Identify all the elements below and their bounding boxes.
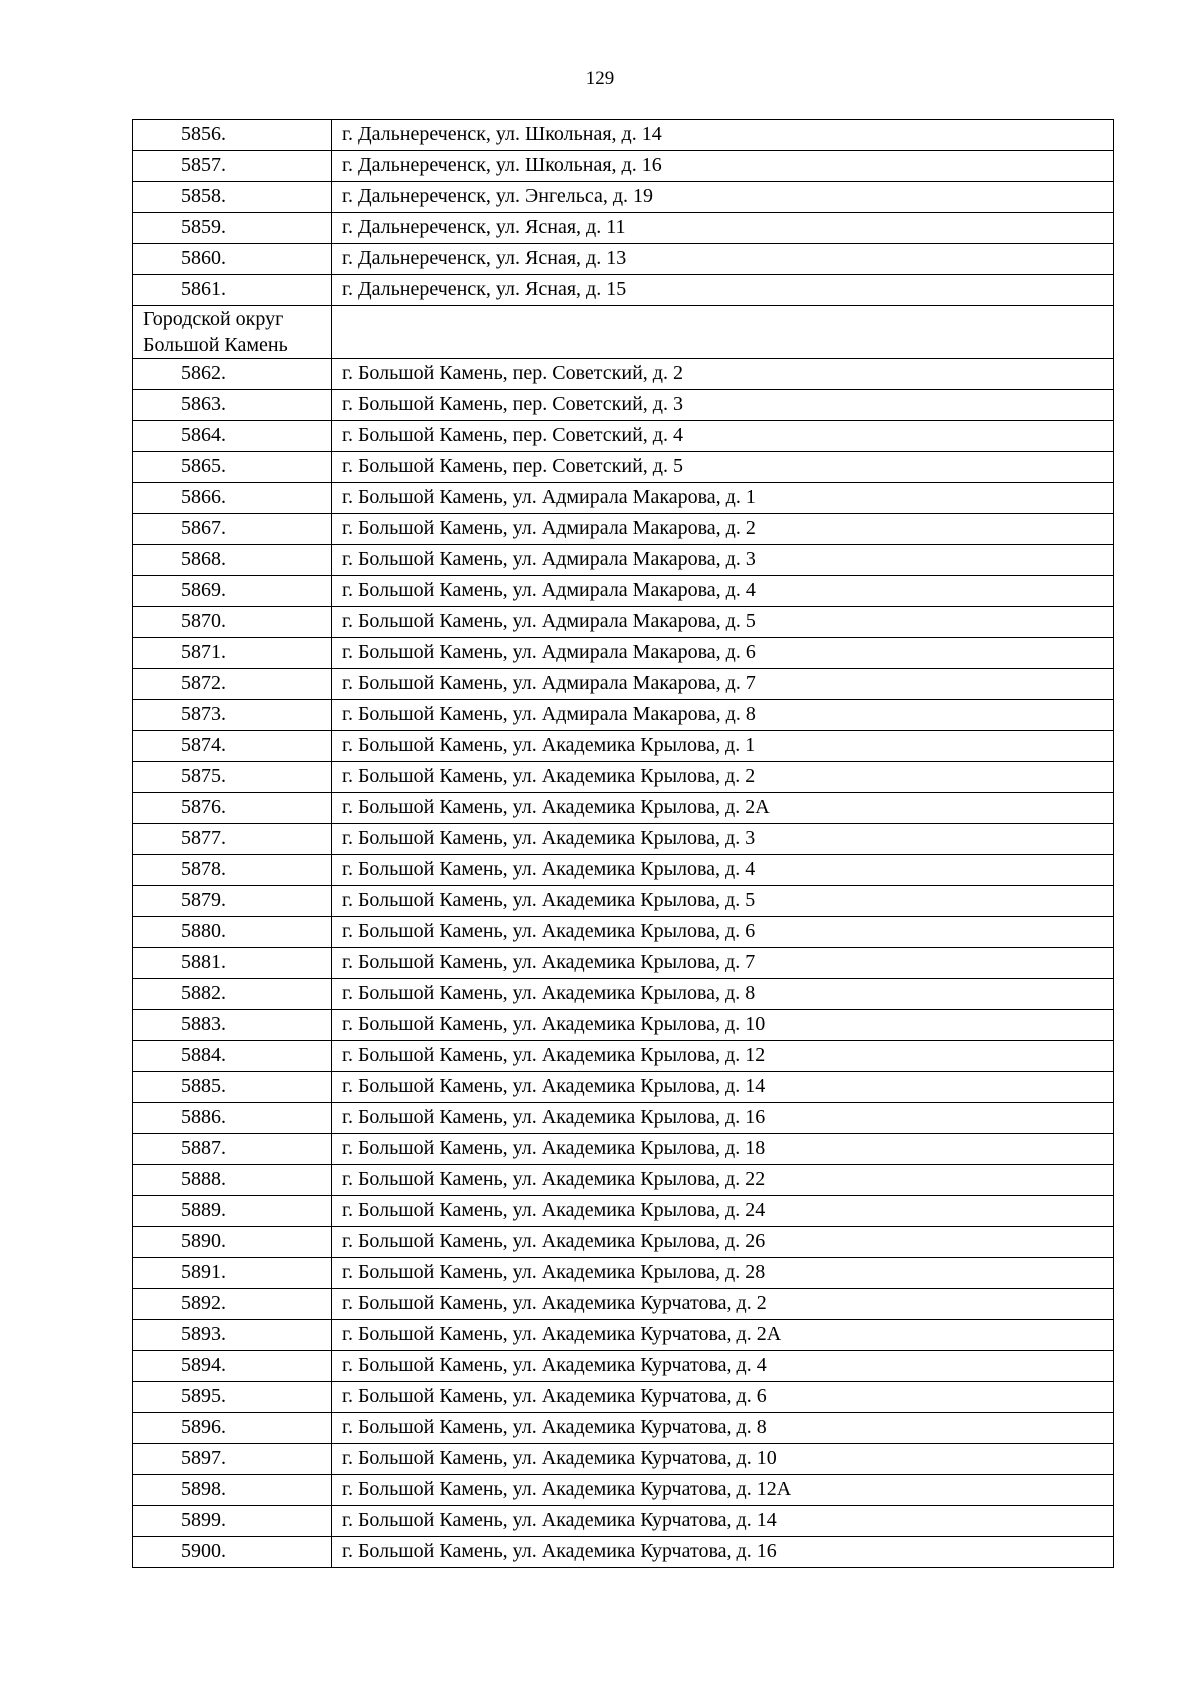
- table-row: [133, 1382, 1114, 1413]
- table-row: [133, 917, 1114, 948]
- row-number: 5884.: [133, 1041, 332, 1072]
- row-number: 5864.: [133, 421, 332, 452]
- row-address: г. Большой Камень, пер. Советский, д. 5: [332, 452, 1114, 483]
- row-address: г. Большой Камень, ул. Академика Крылова, д. 5: [332, 886, 1114, 917]
- table-row: [133, 1351, 1114, 1382]
- row-address: г. Большой Камень, ул. Академика Крылова, д. 24: [332, 1196, 1114, 1227]
- row-number: 5877.: [133, 824, 332, 855]
- table-row: [133, 731, 1114, 762]
- row-address: г. Большой Камень, ул. Академика Курчатова, д. 8: [332, 1413, 1114, 1444]
- table-row: [133, 483, 1114, 514]
- row-address: г. Большой Камень, ул. Академика Крылова, д. 2А: [332, 793, 1114, 824]
- row-address: г. Большой Камень, ул. Адмирала Макарова, д. 5: [332, 607, 1114, 638]
- row-number: 5870.: [133, 607, 332, 638]
- row-address: г. Большой Камень, ул. Академика Крылова, д. 12: [332, 1041, 1114, 1072]
- row-address: г. Дальнереченск, ул. Ясная, д. 13: [332, 244, 1114, 275]
- row-address: г. Дальнереченск, ул. Энгельса, д. 19: [332, 182, 1114, 213]
- table-row: [133, 182, 1114, 213]
- table-row: [133, 824, 1114, 855]
- row-number: 5900.: [133, 1537, 332, 1568]
- row-address: г. Большой Камень, ул. Адмирала Макарова, д. 8: [332, 700, 1114, 731]
- row-number: 5859.: [133, 213, 332, 244]
- table-row: [133, 545, 1114, 576]
- row-address: г. Дальнереченск, ул. Ясная, д. 15: [332, 275, 1114, 306]
- row-address: г. Большой Камень, пер. Советский, д. 3: [332, 390, 1114, 421]
- table-row: [133, 244, 1114, 275]
- address-table-body: [133, 120, 1114, 1568]
- row-address: г. Большой Камень, ул. Адмирала Макарова, д. 2: [332, 514, 1114, 545]
- table-row: [133, 1475, 1114, 1506]
- row-address: г. Большой Камень, ул. Академика Крылова, д. 1: [332, 731, 1114, 762]
- row-address: г. Большой Камень, ул. Академика Курчатова, д. 4: [332, 1351, 1114, 1382]
- row-number: 5873.: [133, 700, 332, 731]
- row-number: 5896.: [133, 1413, 332, 1444]
- row-number: 5878.: [133, 855, 332, 886]
- table-row: [133, 669, 1114, 700]
- row-address: г. Большой Камень, пер. Советский, д. 2: [332, 359, 1114, 390]
- table-row: [133, 275, 1114, 306]
- table-row: [133, 979, 1114, 1010]
- section-empty-cell: [332, 306, 1114, 359]
- table-row: [133, 855, 1114, 886]
- row-address: г. Большой Камень, ул. Академика Крылова, д. 7: [332, 948, 1114, 979]
- section-header-row: [133, 306, 1114, 359]
- row-address: г. Большой Камень, пер. Советский, д. 4: [332, 421, 1114, 452]
- table-row: [133, 1010, 1114, 1041]
- row-number: 5875.: [133, 762, 332, 793]
- row-address: г. Большой Камень, ул. Академика Крылова, д. 22: [332, 1165, 1114, 1196]
- table-row: [133, 213, 1114, 244]
- row-number: 5872.: [133, 669, 332, 700]
- row-number: 5867.: [133, 514, 332, 545]
- row-number: 5881.: [133, 948, 332, 979]
- row-address: г. Большой Камень, ул. Академика Курчатова, д. 12А: [332, 1475, 1114, 1506]
- row-address: г. Большой Камень, ул. Академика Курчатова, д. 6: [332, 1382, 1114, 1413]
- row-address: г. Большой Камень, ул. Академика Крылова, д. 6: [332, 917, 1114, 948]
- row-address: г. Дальнереченск, ул. Ясная, д. 11: [332, 213, 1114, 244]
- row-number: 5869.: [133, 576, 332, 607]
- row-number: 5899.: [133, 1506, 332, 1537]
- table-row: [133, 1444, 1114, 1475]
- row-number: 5887.: [133, 1134, 332, 1165]
- table-row: [133, 1134, 1114, 1165]
- table-row: [133, 793, 1114, 824]
- row-address: г. Большой Камень, ул. Академика Курчатова, д. 14: [332, 1506, 1114, 1537]
- row-number: 5892.: [133, 1289, 332, 1320]
- row-number: 5863.: [133, 390, 332, 421]
- table-row: [133, 120, 1114, 151]
- row-number: 5857.: [133, 151, 332, 182]
- row-number: 5891.: [133, 1258, 332, 1289]
- row-address: г. Большой Камень, ул. Академика Крылова, д. 18: [332, 1134, 1114, 1165]
- table-row: [133, 359, 1114, 390]
- row-number: 5889.: [133, 1196, 332, 1227]
- table-row: [133, 452, 1114, 483]
- row-number: 5894.: [133, 1351, 332, 1382]
- row-number: 5866.: [133, 483, 332, 514]
- row-address: г. Большой Камень, ул. Академика Крылова, д. 2: [332, 762, 1114, 793]
- table-row: [133, 1103, 1114, 1134]
- row-number: 5880.: [133, 917, 332, 948]
- table-row: [133, 151, 1114, 182]
- row-number: 5885.: [133, 1072, 332, 1103]
- row-address: г. Большой Камень, ул. Академика Крылова, д. 28: [332, 1258, 1114, 1289]
- row-number: 5858.: [133, 182, 332, 213]
- row-address: г. Дальнереченск, ул. Школьная, д. 16: [332, 151, 1114, 182]
- table-row: [133, 1227, 1114, 1258]
- row-number: 5856.: [133, 120, 332, 151]
- row-address: г. Большой Камень, ул. Адмирала Макарова, д. 6: [332, 638, 1114, 669]
- table-row: [133, 1258, 1114, 1289]
- row-number: 5883.: [133, 1010, 332, 1041]
- row-address: г. Большой Камень, ул. Академика Крылова, д. 16: [332, 1103, 1114, 1134]
- row-number: 5871.: [133, 638, 332, 669]
- table-row: [133, 886, 1114, 917]
- table-row: [133, 1320, 1114, 1351]
- row-number: 5874.: [133, 731, 332, 762]
- table-row: [133, 576, 1114, 607]
- row-number: 5898.: [133, 1475, 332, 1506]
- table-row: [133, 948, 1114, 979]
- row-number: 5861.: [133, 275, 332, 306]
- row-number: 5893.: [133, 1320, 332, 1351]
- row-number: 5876.: [133, 793, 332, 824]
- row-number: 5882.: [133, 979, 332, 1010]
- row-address: г. Большой Камень, ул. Академика Курчатова, д. 10: [332, 1444, 1114, 1475]
- row-number: 5897.: [133, 1444, 332, 1475]
- row-address: г. Большой Камень, ул. Адмирала Макарова, д. 1: [332, 483, 1114, 514]
- table-row: [133, 700, 1114, 731]
- address-table: [132, 119, 1114, 1568]
- section-title: Городской округ Большой Камень: [133, 306, 332, 359]
- table-row: [133, 1506, 1114, 1537]
- row-address: г. Большой Камень, ул. Адмирала Макарова, д. 3: [332, 545, 1114, 576]
- row-number: 5895.: [133, 1382, 332, 1413]
- page-number: 129: [585, 68, 615, 89]
- row-address: г. Большой Камень, ул. Академика Крылова, д. 10: [332, 1010, 1114, 1041]
- row-address: г. Большой Камень, ул. Академика Крылова, д. 14: [332, 1072, 1114, 1103]
- table-row: [133, 607, 1114, 638]
- row-number: 5868.: [133, 545, 332, 576]
- table-row: [133, 1041, 1114, 1072]
- row-address: г. Большой Камень, ул. Академика Курчатова, д. 2А: [332, 1320, 1114, 1351]
- row-number: 5860.: [133, 244, 332, 275]
- table-row: [133, 1165, 1114, 1196]
- row-address: г. Большой Камень, ул. Академика Крылова, д. 3: [332, 824, 1114, 855]
- row-address: г. Большой Камень, ул. Адмирала Макарова, д. 4: [332, 576, 1114, 607]
- row-address: г. Большой Камень, ул. Академика Крылова, д. 26: [332, 1227, 1114, 1258]
- table-row: [133, 1413, 1114, 1444]
- row-address: г. Большой Камень, ул. Адмирала Макарова, д. 7: [332, 669, 1114, 700]
- table-row: [133, 1289, 1114, 1320]
- row-number: 5879.: [133, 886, 332, 917]
- table-row: [133, 762, 1114, 793]
- table-row: [133, 1196, 1114, 1227]
- table-row: [133, 390, 1114, 421]
- row-address: г. Дальнереченск, ул. Школьная, д. 14: [332, 120, 1114, 151]
- row-number: 5886.: [133, 1103, 332, 1134]
- row-number: 5862.: [133, 359, 332, 390]
- table-row: [133, 1537, 1114, 1568]
- row-address: г. Большой Камень, ул. Академика Крылова, д. 4: [332, 855, 1114, 886]
- table-row: [133, 421, 1114, 452]
- row-address: г. Большой Камень, ул. Академика Крылова, д. 8: [332, 979, 1114, 1010]
- row-address: г. Большой Камень, ул. Академика Курчатова, д. 16: [332, 1537, 1114, 1568]
- row-number: 5865.: [133, 452, 332, 483]
- table-row: [133, 1072, 1114, 1103]
- row-number: 5888.: [133, 1165, 332, 1196]
- table-row: [133, 638, 1114, 669]
- table-row: [133, 514, 1114, 545]
- row-number: 5890.: [133, 1227, 332, 1258]
- row-address: г. Большой Камень, ул. Академика Курчатова, д. 2: [332, 1289, 1114, 1320]
